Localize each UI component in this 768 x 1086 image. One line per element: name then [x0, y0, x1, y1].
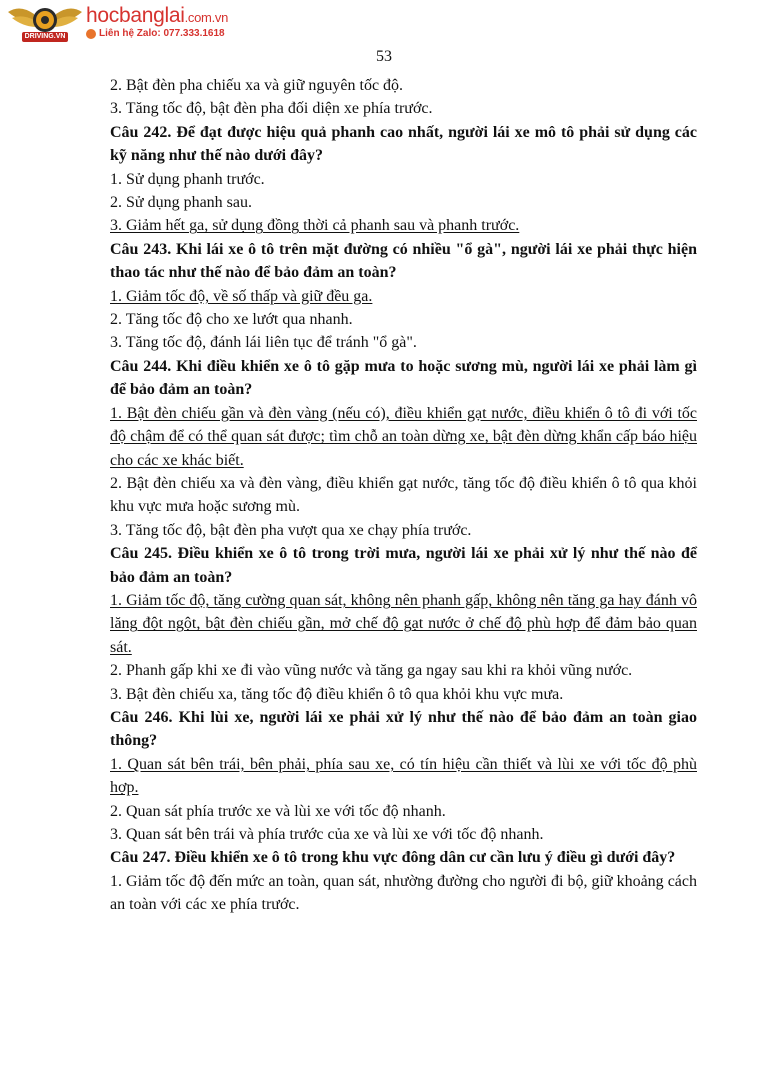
correct-answer: 1. Quan sát bên trái, bên phải, phía sau xe, có tín hiệu cần thiết và lùi xe với tốc độ phù hợp. [110, 755, 697, 797]
phone-icon [86, 29, 96, 39]
answer-option: 2. Quan sát phía trước xe và lùi xe với tốc độ nhanh. [110, 802, 446, 820]
driving-vn-logo-icon [6, 2, 84, 44]
question-text: Câu 247. Điều khiển xe ô tô trong khu vực đông dân cư cần lưu ý điều gì dưới đây? [110, 849, 676, 867]
answer-option: 3. Tăng tốc độ, bật đèn pha vượt qua xe chạy phía trước. [110, 521, 472, 539]
site-header [0, 0, 300, 48]
answer-option: 2. Sử dụng phanh sau. [110, 194, 252, 212]
question-text: Câu 245. Điều khiển xe ô tô trong trời mưa, người lái xe phải xử lý như thế nào để bảo đảm an toàn? [110, 545, 697, 586]
answer-option: 1. Sử dụng phanh trước. [110, 170, 265, 188]
brand-domain: .com.vn [184, 10, 229, 25]
logo-text: DRIVING.VN [24, 33, 66, 40]
answer-option: 2. Phanh gấp khi xe đi vào vũng nước và tăng ga ngay sau khi ra khỏi vũng nước. [110, 662, 633, 680]
brand-name[interactable] [86, 4, 228, 28]
brand-main: hocbanglai [86, 4, 185, 27]
answer-option: 1. Giảm tốc độ đến mức an toàn, quan sát, nhường đường cho người đi bộ, giữ khoảng cách an toàn với các xe phía trước. [110, 872, 697, 914]
answer-option: 3. Quan sát bên trái và phía trước của xe và lùi xe với tốc độ nhanh. [110, 826, 544, 843]
contact-info [86, 28, 225, 39]
answer-option: 3. Tăng tốc độ, đánh lái liên tục để tránh "ổ gà". [110, 334, 417, 352]
answer-option: 2. Tăng tốc độ cho xe lướt qua nhanh. [110, 311, 353, 329]
question-list [110, 74, 697, 917]
answer-option: 2. Bật đèn chiếu xa và đèn vàng, điều khiển gạt nước, tăng tốc độ điều khiển ô tô qua khỏi khu vực mưa hoặc sương mù. [110, 474, 697, 516]
page-number: 53 [376, 48, 392, 65]
answer-option: 3. Tăng tốc độ, bật đèn pha đối diện xe phía trước. [110, 100, 433, 118]
question-text: Câu 244. Khi điều khiển xe ô tô gặp mưa to hoặc sương mù, người lái xe phải làm gì để bảo đảm an toàn? [110, 357, 697, 399]
correct-answer: 3. Giảm hết ga, sử dụng đồng thời cả phanh sau và phanh trước. [110, 217, 520, 235]
question-text: Câu 242. Để đạt được hiệu quả phanh cao nhất, người lái xe mô tô phải sử dụng các kỹ năng như thế nào dưới đây? [110, 123, 697, 165]
answer-option: 2. Bật đèn pha chiếu xa và giữ nguyên tốc độ. [110, 77, 404, 94]
question-text: Câu 246. Khi lùi xe, người lái xe phải xử lý như thế nào để bảo đảm an toàn giao thông? [110, 708, 697, 750]
question-text: Câu 243. Khi lái xe ô tô trên mặt đường có nhiều "ổ gà", người lái xe phải thực hiện thao tác như thế nào để bảo đảm an toàn? [110, 240, 697, 282]
correct-answer: 1. Giảm tốc độ, tăng cường quan sát, không nên phanh gấp, không nên tăng ga hay đánh vô lăng đột ngột, bật đèn chiếu gần, mở chế độ gạt nước ở chế độ phù hợp để đảm bảo quan sát. [110, 591, 697, 656]
correct-answer: 1. Giảm tốc độ, về số thấp và giữ đều ga. [110, 287, 373, 305]
correct-answer: 1. Bật đèn chiếu gần và đèn vàng (nếu có), điều khiển gạt nước, điều khiển ô tô đi với tốc độ chậm để có thể quan sát được; tìm chỗ an toàn dừng xe, bật đèn dừng khẩn cấp báo hiệu cho các xe khác biết. [110, 404, 697, 469]
contact-text: Liên hệ Zalo: 077.333.1618 [99, 28, 225, 39]
answer-option: 3. Bật đèn chiếu xa, tăng tốc độ điều khiển ô tô qua khỏi khu vực mưa. [110, 685, 564, 703]
